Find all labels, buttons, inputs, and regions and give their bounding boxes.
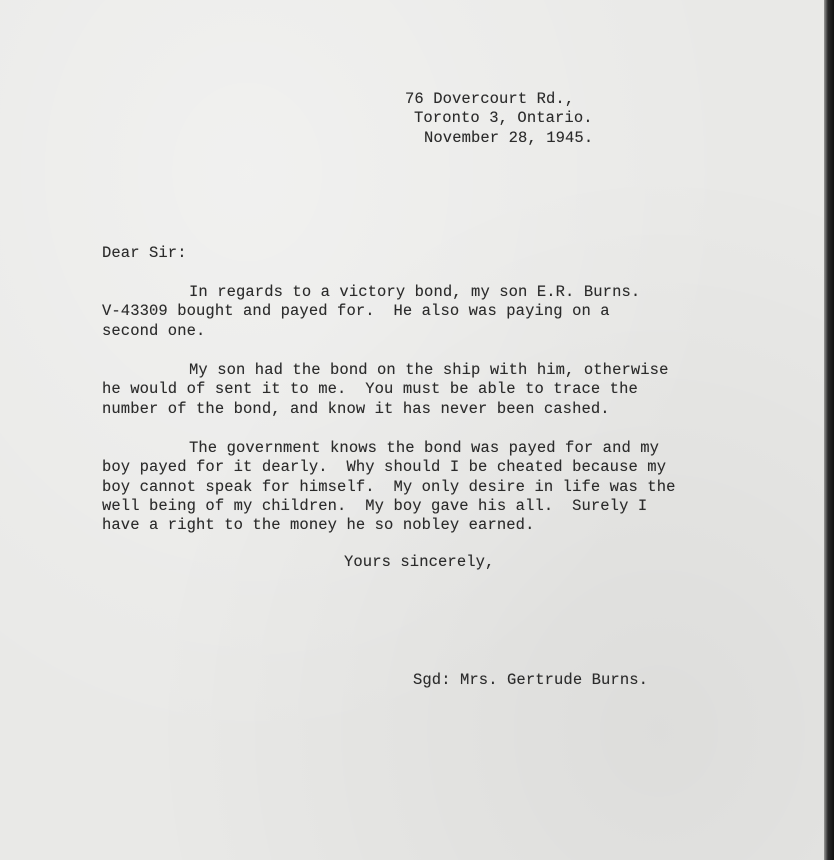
paragraph-line: well being of my children. My boy gave his all. Surely I <box>102 496 648 515</box>
paragraph-line: number of the bond, and know it has never been cashed. <box>102 399 610 418</box>
salutation: Dear Sir: <box>102 244 187 262</box>
address-line-city: Toronto 3, Ontario. <box>414 109 593 127</box>
address-line-street: 76 Dovercourt Rd., <box>405 90 575 108</box>
letter-date: November 28, 1945. <box>424 129 594 147</box>
paragraph-line: V-43309 bought and payed for. He also was paying on a <box>102 302 610 321</box>
signature-line: Sgd: Mrs. Gertrude Burns. <box>413 671 649 689</box>
paragraph-3 <box>102 439 676 535</box>
paragraph-line: he would of sent it to me. You must be able to trace the <box>102 380 638 399</box>
paragraph-2 <box>102 361 668 419</box>
paragraph-line: boy cannot speak for himself. My only desire in life was the <box>102 477 676 496</box>
closing: Yours sincerely, <box>344 553 495 571</box>
paragraph-line: have a right to the money he so nobley earned. <box>102 516 535 535</box>
paragraph-line: In regards to a victory bond, my son E.R. Burns. <box>189 283 641 301</box>
paragraph-line: The government knows the bond was payed for and my <box>189 439 660 457</box>
paragraph-line: My son had the bond on the ship with him, otherwise <box>189 361 669 379</box>
paragraph-1 <box>102 283 640 341</box>
page-edge-shadow <box>824 0 834 860</box>
paragraph-line: boy payed for it dearly. Why should I be cheated because my <box>102 458 667 477</box>
paragraph-line: second one. <box>102 321 206 340</box>
